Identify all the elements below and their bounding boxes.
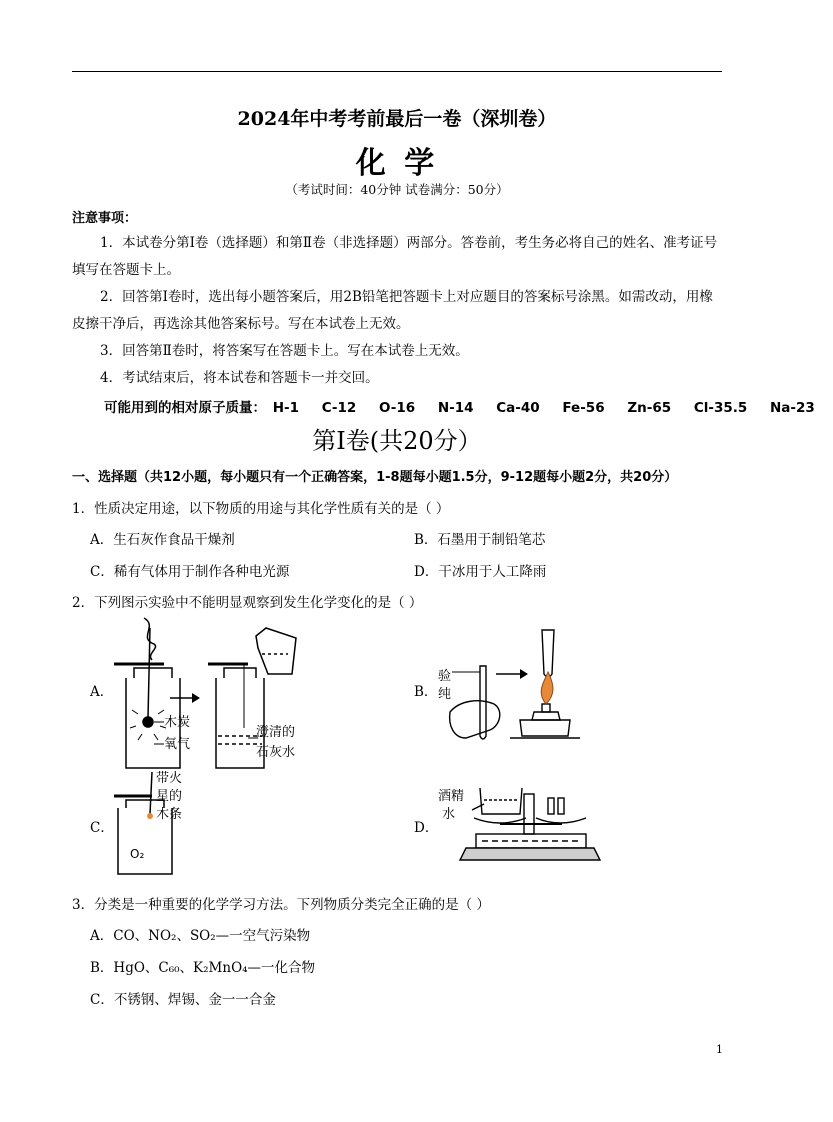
alcohol-lamp [520,720,570,736]
subject-title: 化 学 [355,146,439,181]
label-test: 验 [438,669,452,684]
q2-label-b: B． [414,684,438,700]
label-o2: O₂ [130,847,145,861]
q1-stem: 1．性质决定用途，以下物质的用途与其化学性质有关的是（ ） [72,501,450,517]
q2-label-c: C． [90,820,114,836]
notice-item-4: 4．考试结束后，将本试卷和答题卡一并交回。 [100,370,379,386]
hand-icon [450,701,500,738]
notice-item-2: 2．回答第Ⅰ卷时，选出每小题答案后，用2B铅笔把答题卡上对应题目的答案标号涂黑。如需改动，用橡皮擦干净后，再选涂其他答案标号。写在本试卷上无效。 [72,289,713,332]
left-pan [474,818,526,823]
atomic-masses: 可能用到的相对原子质量： H-1 C-12 O-16 N-14 Ca-40 Fe-56 Zn-65 Cl-35.5 Na-23 [104,400,815,416]
label-charcoal: 木炭 [164,715,191,730]
q1-option-b: B．石墨用于制铅笔芯 [414,532,546,548]
figure-b [436,626,606,746]
figure-c [108,768,238,880]
figure-d [436,784,606,874]
weights-icon [548,798,554,814]
q2-label-a: A． [90,684,114,700]
label-splint: 木条 [156,807,183,822]
label-purity: 纯 [438,687,452,702]
q1-option-d: D．干冰用于人工降雨 [414,564,547,580]
q2-stem: 2．下列图示实验中不能明显观察到发生化学变化的是（ ） [72,595,423,611]
notice-item-1: 1．本试卷分第Ⅰ卷（选择题）和第Ⅱ卷（非选择题）两部分。答卷前，考生务必将自己的姓名、准考证号填写在答题卡上。 [72,235,718,278]
test-tube [480,666,486,739]
q1-option-a: A．生石灰作食品干燥剂 [90,532,235,548]
beaker [480,788,522,814]
inverted-tube [542,630,554,677]
flame-icon [541,672,553,704]
label-star: 星的 [156,789,183,804]
part-title: 第Ⅰ卷(共20分） [312,427,482,455]
label-limewater: 石灰水 [256,745,296,760]
spark-icon [147,813,153,819]
arrow-icon [170,693,200,703]
notice-item-3: 3．回答第Ⅱ卷时，将答案写在答题卡上。写在本试卷上无效。 [100,343,469,359]
q3-option-c: C．不锈钢、焊锡、金一一合金 [90,992,276,1008]
label-water: 水 [442,807,456,822]
q1-option-c: C．稀有气体用于制作各种电光源 [90,564,290,580]
label-glowing: 带火 [156,771,183,786]
arrow-icon [496,669,528,679]
exam-info: （考试时间：40分钟 试卷满分：50分） [285,182,509,197]
top-rule [72,71,722,72]
exam-title: 2024年中考考前最后一卷（深圳卷） [237,108,557,130]
section-heading: 一、选择题（共12小题，每小题只有一个正确答案，1-8题每小题1.5分，9-12题每小题2分，共20分） [72,470,678,485]
figure-a [108,618,328,778]
q3-stem: 3．分类是一种重要的化学学习方法。下列物质分类完全正确的是（ ） [72,897,490,913]
q3-option-b: B．HgO、C₆₀、K₂MnO₄—一化合物 [90,960,316,976]
q3-option-a: A．CO、NO₂、SO₂—一空气污染物 [90,928,311,944]
notice-heading: 注意事项： [72,211,138,226]
label-alcohol: 酒精 [438,789,465,804]
atomic-label: 可能用到的相对原子质量： [104,400,266,416]
right-pan [536,818,586,823]
balance-pillar [524,794,534,834]
label-clear: 澄清的 [256,725,296,740]
q2-label-d: D． [414,820,439,836]
page-number: 1 [716,1043,723,1056]
label-oxygen: 氧气 [164,737,191,752]
